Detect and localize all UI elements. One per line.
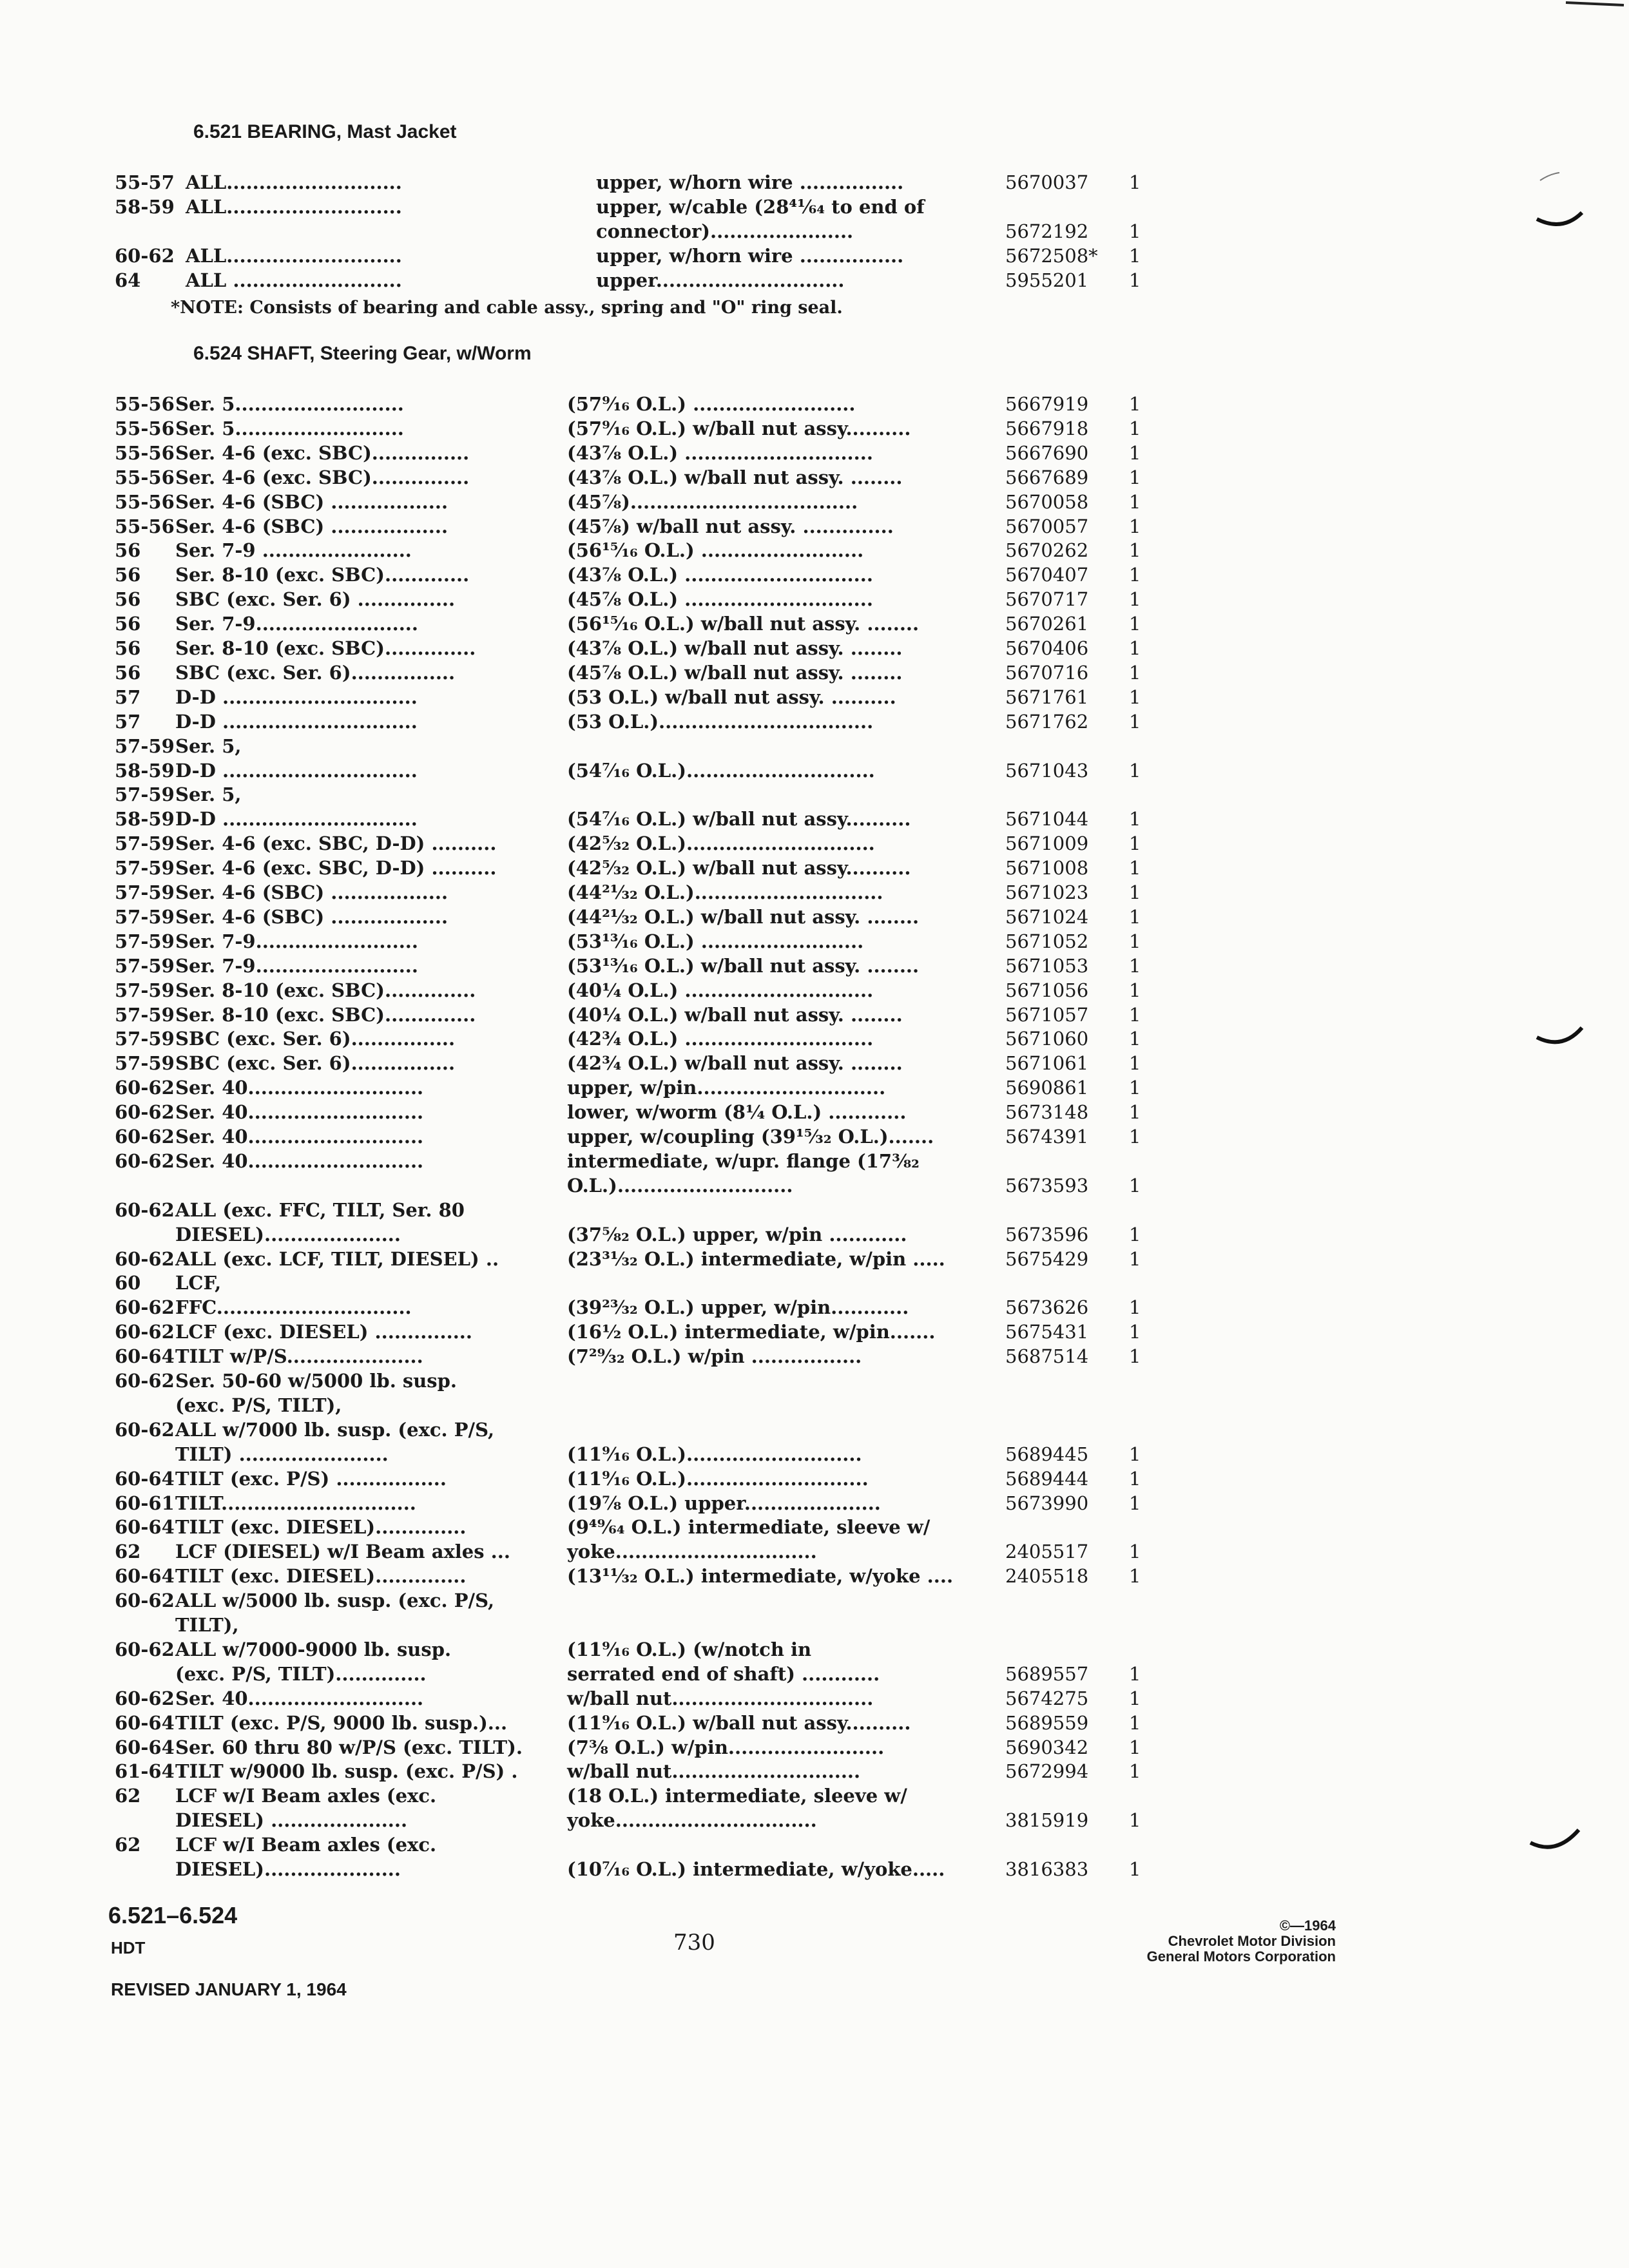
row-part-number: 5673626 (1005, 1296, 1089, 1319)
row-description: lower, w/worm (8¼ O.L.) ............ (567, 1101, 907, 1124)
row-application: Ser. 8-10 (exc. SBC).............. (175, 637, 476, 659)
row-year: 60-62 (115, 1296, 175, 1319)
row-quantity: 1 (1129, 808, 1141, 831)
row-year: 55-56 (115, 441, 175, 464)
row-description: upper, w/horn wire ................ (596, 171, 904, 193)
row-quantity: 1 (1129, 1711, 1141, 1734)
row-application: ALL w/7000-9000 lb. susp. (175, 1638, 452, 1660)
row-application: TILT (exc. DIESEL).............. (175, 1516, 467, 1539)
row-description: (56¹⁵⁄₁₆ O.L.) ......................... (567, 539, 864, 562)
corner-scan-mark (1559, 0, 1629, 13)
row-year: 55-56 (115, 515, 175, 537)
row-description: (42¾ O.L.) w/ball nut assy. ........ (567, 1052, 903, 1075)
row-year: 55-56 (115, 417, 175, 439)
row-description: (40¼ O.L.) w/ball nut assy. ........ (567, 1003, 903, 1026)
row-quantity: 1 (1129, 1443, 1141, 1465)
row-quantity: 1 (1129, 245, 1141, 267)
row-quantity: 1 (1129, 588, 1141, 611)
row-year: 62 (115, 1785, 141, 1807)
row-year: 60-62 (115, 1149, 175, 1172)
row-part-number: 5689444 (1005, 1467, 1089, 1490)
row-description: (40¼ O.L.) ............................. (567, 979, 874, 1001)
row-part-number: 5673593 (1005, 1174, 1089, 1196)
row-application: TILT (exc. P/S) ................. (175, 1467, 447, 1490)
row-application: ALL .......................... (186, 269, 402, 291)
row-quantity: 1 (1129, 1467, 1141, 1490)
row-year: 62 (115, 1541, 141, 1563)
row-part-number: 5690342 (1005, 1736, 1089, 1758)
row-part-number: 5671044 (1005, 808, 1089, 831)
row-year: 57 (115, 686, 141, 708)
row-application: Ser. 7-9......................... (175, 613, 418, 635)
row-application: FFC.............................. (175, 1296, 412, 1319)
row-quantity: 1 (1129, 1101, 1141, 1124)
row-application: ALL w/7000 lb. susp. (exc. P/S, (175, 1418, 495, 1441)
row-application: Ser. 4-6 (exc. SBC, D-D) .......... (175, 832, 497, 855)
row-description: (54⁷⁄₁₆ O.L.)............................. (567, 759, 875, 782)
row-year: 57-59 (115, 930, 175, 952)
binder-punch-mark-middle (1534, 1018, 1585, 1057)
row-quantity: 1 (1129, 1052, 1141, 1075)
row-description: (43⅞ O.L.) w/ball nut assy. ........ (567, 637, 903, 659)
row-part-number: 5670037 (1005, 171, 1089, 193)
row-part-number: 5671061 (1005, 1052, 1089, 1075)
row-description: (11⁹⁄₁₆ O.L.) w/ball nut assy.......... (567, 1711, 911, 1734)
row-year: 60-64 (115, 1467, 175, 1490)
row-quantity: 1 (1129, 686, 1141, 708)
row-description: (11⁹⁄₁₆ O.L.) (w/notch in (567, 1638, 812, 1660)
row-application: LCF (exc. DIESEL) ............... (175, 1321, 472, 1343)
row-description: (56¹⁵⁄₁₆ O.L.) w/ball nut assy. ........ (567, 613, 920, 635)
row-application: Ser. 4-6 (exc. SBC, D-D) .......... (175, 857, 497, 879)
row-application: Ser. 40........................... (175, 1687, 424, 1709)
row-part-number: 5675431 (1005, 1321, 1089, 1343)
row-year: 57-59 (115, 954, 175, 977)
row-description: (18 O.L.) intermediate, sleeve w/ (567, 1785, 907, 1807)
row-quantity: 1 (1129, 979, 1141, 1001)
row-description: (7⅜ O.L.) w/pin........................ (567, 1736, 885, 1758)
row-part-number: 5671008 (1005, 857, 1089, 879)
row-application: LCF w/I Beam axles (exc. (175, 1834, 437, 1856)
row-year: 56 (115, 539, 141, 562)
row-part-number: 5674275 (1005, 1687, 1089, 1709)
row-year: 57-59 (115, 905, 175, 928)
row-part-number: 5667919 (1005, 393, 1089, 415)
row-description: connector)...................... (596, 220, 854, 242)
row-application: Ser. 4-6 (SBC) .................. (175, 905, 448, 928)
row-application: ALL........................... (186, 196, 402, 218)
row-quantity: 1 (1129, 1126, 1141, 1148)
row-part-number: 5689557 (1005, 1662, 1089, 1685)
row-application: (exc. P/S, TILT).............. (175, 1662, 427, 1685)
row-part-number: 5689445 (1005, 1443, 1089, 1465)
row-part-number: 5671057 (1005, 1003, 1089, 1026)
row-description: yoke............................... (567, 1541, 817, 1563)
row-part-number: 5955201 (1005, 269, 1089, 291)
row-year: 60-64 (115, 1565, 175, 1588)
row-quantity: 1 (1129, 220, 1141, 242)
row-description: (45⅞ O.L.) ............................. (567, 588, 873, 611)
row-application: Ser. 40........................... (175, 1101, 424, 1124)
row-quantity: 1 (1129, 417, 1141, 439)
row-description: yoke............................... (567, 1809, 817, 1832)
row-quantity: 1 (1129, 637, 1141, 659)
row-application: SBC (exc. Ser. 6)................ (175, 1028, 456, 1050)
row-part-number: 3815919 (1005, 1809, 1089, 1832)
row-application: Ser. 4-6 (SBC) .................. (175, 881, 448, 903)
binder-punch-mark-top (1534, 161, 1585, 251)
row-application: ALL w/5000 lb. susp. (exc. P/S, (175, 1590, 495, 1612)
row-quantity: 1 (1129, 1687, 1141, 1709)
row-quantity: 1 (1129, 759, 1141, 782)
section-title-bearing: 6.521 BEARING, Mast Jacket (193, 121, 457, 142)
row-description: (42⁵⁄₃₂ O.L.) w/ball nut assy.......... (567, 857, 911, 879)
row-application: TILT w/9000 lb. susp. (exc. P/S) . (175, 1760, 518, 1783)
row-quantity: 1 (1129, 393, 1141, 415)
row-description: (16½ O.L.) intermediate, w/pin....... (567, 1321, 936, 1343)
row-year: 58-59 (115, 196, 175, 218)
row-description: (9⁴⁹⁄₆₄ O.L.) intermediate, sleeve w/ (567, 1516, 930, 1539)
row-description: (37⅝₂ O.L.) upper, w/pin ............ (567, 1223, 907, 1245)
footer-revised: REVISED JANUARY 1, 1964 (111, 1979, 347, 1999)
row-quantity: 1 (1129, 954, 1141, 977)
row-application: Ser. 60 thru 80 w/P/S (exc. TILT). (175, 1736, 523, 1758)
row-part-number: 5670261 (1005, 613, 1089, 635)
row-year: 60-62 (115, 1370, 175, 1392)
row-quantity: 1 (1129, 490, 1141, 513)
row-quantity: 1 (1129, 1028, 1141, 1050)
row-application: TILT (exc. DIESEL).............. (175, 1565, 467, 1588)
row-year: 57-59 (115, 735, 175, 757)
section-title-shaft: 6.524 SHAFT, Steering Gear, w/Worm (193, 343, 532, 364)
row-year: 56 (115, 637, 141, 659)
row-description: upper, w/horn wire ................ (596, 245, 904, 267)
row-part-number: 5675429 (1005, 1247, 1089, 1270)
row-application: Ser. 4-6 (SBC) .................. (175, 515, 448, 537)
row-part-number: 5671024 (1005, 905, 1089, 928)
row-part-number: 5671053 (1005, 954, 1089, 977)
row-quantity: 1 (1129, 515, 1141, 537)
row-quantity: 1 (1129, 539, 1141, 562)
row-application: DIESEL)..................... (175, 1223, 401, 1245)
row-year: 58-59 (115, 759, 175, 782)
row-part-number: 2405518 (1005, 1565, 1089, 1588)
row-part-number: 5672508* (1005, 245, 1098, 267)
row-application: Ser. 40........................... (175, 1149, 424, 1172)
row-description: w/ball nut............................. (567, 1760, 861, 1783)
row-quantity: 1 (1129, 1345, 1141, 1368)
row-application: D-D .............................. (175, 808, 418, 831)
row-year: 60-62 (115, 1077, 175, 1099)
row-application: Ser. 40........................... (175, 1126, 424, 1148)
row-description: (42⁵⁄₃₂ O.L.)............................. (567, 832, 875, 855)
row-description: (43⅞ O.L.) ............................. (567, 441, 873, 464)
row-application: DIESEL)..................... (175, 1858, 401, 1880)
row-description: (39²³⁄₃₂ O.L.) upper, w/pin............ (567, 1296, 909, 1319)
row-application: Ser. 8-10 (exc. SBC).............. (175, 979, 476, 1001)
row-quantity: 1 (1129, 1321, 1141, 1343)
row-application: (exc. P/S, TILT), (175, 1394, 342, 1416)
row-application: Ser. 50-60 w/5000 lb. susp. (175, 1370, 458, 1392)
row-quantity: 1 (1129, 857, 1141, 879)
row-quantity: 1 (1129, 930, 1141, 952)
row-application: TILT (exc. P/S, 9000 lb. susp.)... (175, 1711, 508, 1734)
row-description: (23³¹⁄₃₂ O.L.) intermediate, w/pin ..... (567, 1247, 945, 1270)
footer-division: Chevrolet Motor Division (1168, 1933, 1336, 1949)
row-quantity: 1 (1129, 1077, 1141, 1099)
row-part-number: 5670716 (1005, 661, 1089, 684)
row-part-number: 5670262 (1005, 539, 1089, 562)
row-year: 60-62 (115, 245, 175, 267)
row-application: TILT) ....................... (175, 1443, 389, 1465)
row-part-number: 5670407 (1005, 564, 1089, 586)
row-description: (42¾ O.L.) ............................. (567, 1028, 874, 1050)
row-application: ALL........................... (186, 171, 402, 193)
row-description: upper............................. (596, 269, 845, 291)
row-description: (11⁹⁄₁₆ O.L.)............................ (567, 1467, 869, 1490)
row-part-number: 5671023 (1005, 881, 1089, 903)
row-part-number: 5673596 (1005, 1223, 1089, 1245)
row-year: 60-62 (115, 1198, 175, 1221)
row-part-number: 5672192 (1005, 220, 1089, 242)
row-description: upper, w/pin............................. (567, 1077, 886, 1099)
row-application: D-D .............................. (175, 759, 418, 782)
row-quantity: 1 (1129, 466, 1141, 488)
row-part-number: 2405517 (1005, 1541, 1089, 1563)
row-description: (44²¹⁄₃₂ O.L.)............................. (567, 881, 883, 903)
row-year: 61-64 (115, 1760, 175, 1783)
row-description: (53 O.L.) w/ball nut assy. .......... (567, 686, 896, 708)
footer-copyright: ©—1964 (1279, 1917, 1336, 1934)
row-year: 60-64 (115, 1736, 175, 1758)
row-quantity: 1 (1129, 613, 1141, 635)
row-part-number: 5690861 (1005, 1077, 1089, 1099)
row-year: 57-59 (115, 881, 175, 903)
row-application: TILT w/P/S..................... (175, 1345, 423, 1368)
row-application: TILT.............................. (175, 1492, 416, 1514)
row-part-number: 5670717 (1005, 588, 1089, 611)
row-year: 58-59 (115, 808, 175, 831)
row-quantity: 1 (1129, 441, 1141, 464)
row-year: 55-56 (115, 466, 175, 488)
row-year: 57-59 (115, 979, 175, 1001)
row-year: 64 (115, 269, 141, 291)
row-description: (53¹³⁄₁₆ O.L.) ......................... (567, 930, 864, 952)
row-application: Ser. 7-9 ....................... (175, 539, 412, 562)
binder-punch-mark-bottom (1527, 1817, 1585, 1862)
row-part-number: 5667690 (1005, 441, 1089, 464)
row-quantity: 1 (1129, 661, 1141, 684)
row-description: O.L.)........................... (567, 1174, 793, 1196)
row-application: Ser. 5, (175, 783, 242, 806)
row-application: ALL........................... (186, 245, 402, 267)
row-year: 60-62 (115, 1247, 175, 1270)
row-year: 62 (115, 1834, 141, 1856)
row-application: D-D .............................. (175, 686, 418, 708)
row-quantity: 1 (1129, 881, 1141, 903)
row-year: 60-64 (115, 1516, 175, 1539)
row-part-number: 5670058 (1005, 490, 1089, 513)
row-part-number: 5671761 (1005, 686, 1089, 708)
row-application: TILT), (175, 1614, 239, 1636)
row-description: (10⁷⁄₁₆ O.L.) intermediate, w/yoke..... (567, 1858, 945, 1880)
row-application: LCF, (175, 1272, 222, 1294)
row-year: 57 (115, 710, 141, 733)
row-year: 60-61 (115, 1492, 175, 1514)
footer-corporation: General Motors Corporation (1146, 1948, 1336, 1965)
row-quantity: 1 (1129, 1858, 1141, 1880)
row-part-number: 5671052 (1005, 930, 1089, 952)
row-year: 55-57 (115, 171, 175, 193)
row-part-number: 3816383 (1005, 1858, 1089, 1880)
row-quantity: 1 (1129, 905, 1141, 928)
row-part-number: 5671009 (1005, 832, 1089, 855)
row-application: Ser. 5.......................... (175, 417, 404, 439)
row-application: Ser. 40........................... (175, 1077, 424, 1099)
row-description: (19⅞ O.L.) upper..................... (567, 1492, 881, 1514)
row-quantity: 1 (1129, 832, 1141, 855)
row-quantity: 1 (1129, 1492, 1141, 1514)
row-quantity: 1 (1129, 1736, 1141, 1758)
row-year: 57-59 (115, 1028, 175, 1050)
row-description: (43⅞ O.L.) w/ball nut assy. ........ (567, 466, 903, 488)
row-quantity: 1 (1129, 1541, 1141, 1563)
row-application: Ser. 4-6 (exc. SBC)............... (175, 441, 470, 464)
row-year: 60-62 (115, 1101, 175, 1124)
row-description: (53¹³⁄₁₆ O.L.) w/ball nut assy. ........ (567, 954, 920, 977)
footer-section-range: 6.521–6.524 (108, 1902, 238, 1928)
row-part-number: 5674391 (1005, 1126, 1089, 1148)
row-application: SBC (exc. Ser. 6) ............... (175, 588, 456, 611)
row-year: 60-62 (115, 1418, 175, 1441)
footer-hdt: HDT (111, 1938, 146, 1957)
row-year: 56 (115, 564, 141, 586)
row-application: Ser. 4-6 (SBC) .................. (175, 490, 448, 513)
row-part-number: 5667918 (1005, 417, 1089, 439)
row-part-number: 5673148 (1005, 1101, 1089, 1124)
row-year: 55-56 (115, 393, 175, 415)
row-quantity: 1 (1129, 1760, 1141, 1783)
row-part-number: 5667689 (1005, 466, 1089, 488)
row-quantity: 1 (1129, 1003, 1141, 1026)
row-year: 57-59 (115, 832, 175, 855)
row-year: 60-62 (115, 1590, 175, 1612)
row-quantity: 1 (1129, 1247, 1141, 1270)
row-application: Ser. 8-10 (exc. SBC)............. (175, 564, 470, 586)
row-application: ALL (exc. FFC, TILT, Ser. 80 (175, 1198, 465, 1221)
row-year: 60-64 (115, 1711, 175, 1734)
row-application: Ser. 5.......................... (175, 393, 404, 415)
row-year: 57-59 (115, 1052, 175, 1075)
row-year: 55-56 (115, 490, 175, 513)
row-description: (45⅞)................................... (567, 490, 858, 513)
row-year: 56 (115, 613, 141, 635)
row-part-number: 5670406 (1005, 637, 1089, 659)
row-application: LCF w/I Beam axles (exc. (175, 1785, 437, 1807)
row-part-number: 5671043 (1005, 759, 1089, 782)
row-application: SBC (exc. Ser. 6)................ (175, 1052, 456, 1075)
row-application: Ser. 4-6 (exc. SBC)............... (175, 466, 470, 488)
row-part-number: 5670057 (1005, 515, 1089, 537)
bearing-footnote: *NOTE: Consists of bearing and cable assy., spring and "O" ring seal. (171, 298, 843, 318)
row-year: 57-59 (115, 783, 175, 806)
row-application: Ser. 7-9......................... (175, 930, 418, 952)
row-year: 60-62 (115, 1126, 175, 1148)
row-year: 57-59 (115, 857, 175, 879)
row-year: 60 (115, 1272, 141, 1294)
row-description: (44²¹⁄₃₂ O.L.) w/ball nut assy. ........ (567, 905, 920, 928)
row-description: (57⁹⁄₁₆ O.L.) ......................... (567, 393, 856, 415)
row-description: (13¹¹⁄₃₂ O.L.) intermediate, w/yoke .... (567, 1565, 954, 1588)
row-description: (53 O.L.)................................. (567, 710, 874, 733)
row-application: LCF (DIESEL) w/I Beam axles ... (175, 1541, 510, 1563)
row-part-number: 5687514 (1005, 1345, 1089, 1368)
row-application: D-D .............................. (175, 710, 418, 733)
page-number: 730 (673, 1930, 715, 1956)
row-description: upper, w/coupling (39¹⁵⁄₃₂ O.L.)....... (567, 1126, 934, 1148)
row-year: 56 (115, 661, 141, 684)
row-description: w/ball nut............................... (567, 1687, 874, 1709)
row-year: 60-62 (115, 1321, 175, 1343)
row-quantity: 1 (1129, 269, 1141, 291)
row-description: (45⅞ O.L.) w/ball nut assy. ........ (567, 661, 903, 684)
row-description: upper, w/cable (28⁴¹⁄₆₄ to end of (596, 196, 925, 218)
row-part-number: 5671762 (1005, 710, 1089, 733)
row-quantity: 1 (1129, 1809, 1141, 1832)
row-part-number: 5671060 (1005, 1028, 1089, 1050)
row-description: (11⁹⁄₁₆ O.L.)........................... (567, 1443, 862, 1465)
row-year: 56 (115, 588, 141, 611)
row-part-number: 5671056 (1005, 979, 1089, 1001)
row-description: serrated end of shaft) ............ (567, 1662, 880, 1685)
row-application: ALL (exc. LCF, TILT, DIESEL) .. (175, 1247, 499, 1270)
row-quantity: 1 (1129, 1174, 1141, 1196)
row-application: Ser. 8-10 (exc. SBC).............. (175, 1003, 476, 1026)
row-quantity: 1 (1129, 1223, 1141, 1245)
row-quantity: 1 (1129, 710, 1141, 733)
row-description: (43⅞ O.L.) ............................. (567, 564, 873, 586)
row-quantity: 1 (1129, 1662, 1141, 1685)
row-year: 57-59 (115, 1003, 175, 1026)
row-quantity: 1 (1129, 564, 1141, 586)
row-description: (54⁷⁄₁₆ O.L.) w/ball nut assy.......... (567, 808, 911, 831)
row-quantity: 1 (1129, 1296, 1141, 1319)
row-description: (7²⁹⁄₃₂ O.L.) w/pin ................. (567, 1345, 862, 1368)
row-year: 60-62 (115, 1687, 175, 1709)
row-year: 60-62 (115, 1638, 175, 1660)
row-description: (57⁹⁄₁₆ O.L.) w/ball nut assy.......... (567, 417, 911, 439)
row-part-number: 5689559 (1005, 1711, 1089, 1734)
row-year: 60-64 (115, 1345, 175, 1368)
row-part-number: 5673990 (1005, 1492, 1089, 1514)
row-description: intermediate, w/upr. flange (17⅜₂ (567, 1149, 920, 1172)
row-application: SBC (exc. Ser. 6)................ (175, 661, 456, 684)
row-quantity: 1 (1129, 171, 1141, 193)
row-description: (45⅞) w/ball nut assy. .............. (567, 515, 894, 537)
row-part-number: 5672994 (1005, 1760, 1089, 1783)
row-quantity: 1 (1129, 1565, 1141, 1588)
row-application: DIESEL) ..................... (175, 1809, 408, 1832)
row-application: Ser. 7-9......................... (175, 954, 418, 977)
row-application: Ser. 5, (175, 735, 242, 757)
